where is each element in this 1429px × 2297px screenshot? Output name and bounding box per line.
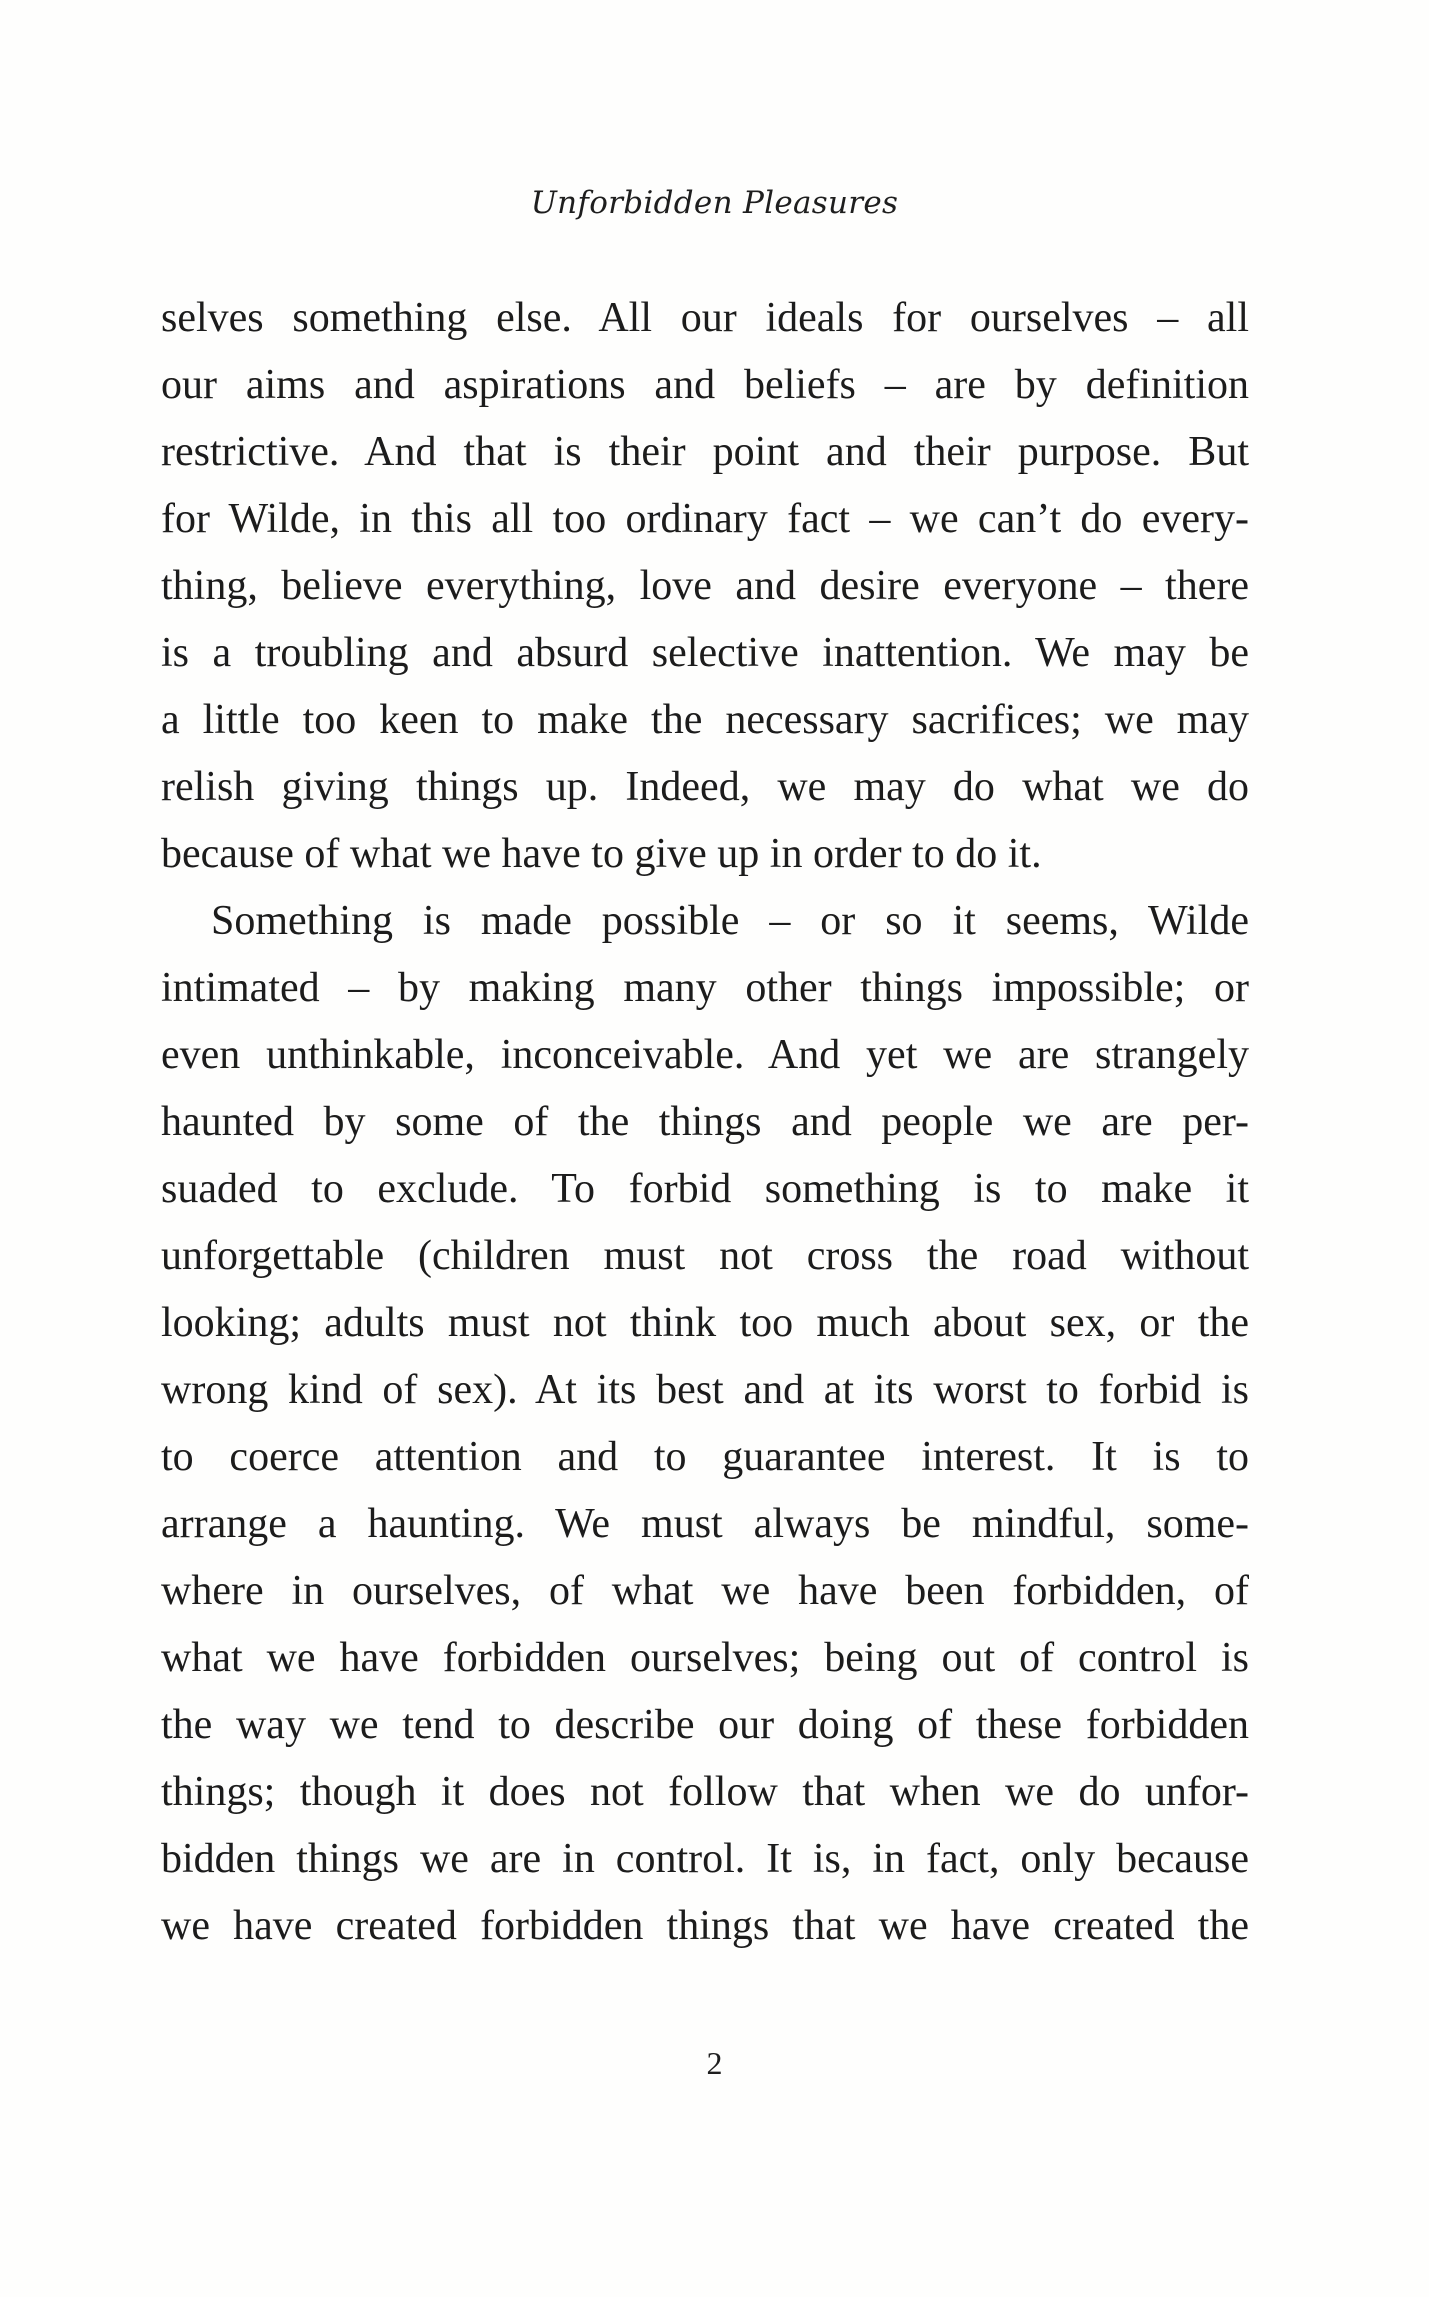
- text-line: our aims and aspirations and beliefs – are by definition: [161, 362, 1249, 408]
- text-line: selves something else. All our ideals for ourselves – all: [161, 295, 1249, 341]
- text-line: bidden things we are in control. It is, in fact, only because: [161, 1836, 1249, 1882]
- running-head: Unforbidden Pleasures: [530, 185, 899, 221]
- text-line: for Wilde, in this all too ordinary fact – we can’t do every-: [161, 496, 1249, 542]
- text-line: haunted by some of the things and people we are per-: [161, 1099, 1249, 1145]
- text-line: is a troubling and absurd selective inattention. We may be: [161, 630, 1249, 676]
- text-line: because of what we have to give up in order to do it.: [161, 831, 1042, 877]
- text-line: Something is made possible – or so it seems, Wilde: [211, 898, 1249, 944]
- body-text: [161, 285, 1249, 1960]
- text-line: what we have forbidden ourselves; being out of control is: [161, 1635, 1249, 1681]
- text-line: where in ourselves, of what we have been forbidden, of: [161, 1568, 1249, 1614]
- text-line: intimated – by making many other things impossible; or: [161, 965, 1249, 1011]
- text-line: suaded to exclude. To forbid something is to make it: [161, 1166, 1249, 1212]
- text-line: even unthinkable, inconceivable. And yet we are strangely: [161, 1032, 1249, 1078]
- text-line: wrong kind of sex). At its best and at its worst to forbid is: [161, 1367, 1249, 1413]
- text-line: restrictive. And that is their point and their purpose. But: [161, 429, 1249, 475]
- text-line: unforgettable (children must not cross the road without: [161, 1233, 1249, 1279]
- text-line: the way we tend to describe our doing of these forbidden: [161, 1702, 1249, 1748]
- page-number: 2: [706, 2045, 723, 2081]
- text-line: thing, believe everything, love and desire everyone – there: [161, 563, 1249, 609]
- text-line: looking; adults must not think too much about sex, or the: [161, 1300, 1249, 1346]
- text-line: to coerce attention and to guarantee interest. It is to: [161, 1434, 1249, 1480]
- text-line: things; though it does not follow that when we do unfor-: [161, 1769, 1249, 1815]
- text-line: we have created forbidden things that we have created the: [161, 1903, 1249, 1949]
- text-line: arrange a haunting. We must always be mindful, some-: [161, 1501, 1249, 1547]
- text-line: relish giving things up. Indeed, we may do what we do: [161, 764, 1249, 810]
- text-line: a little too keen to make the necessary sacrifices; we may: [161, 697, 1249, 743]
